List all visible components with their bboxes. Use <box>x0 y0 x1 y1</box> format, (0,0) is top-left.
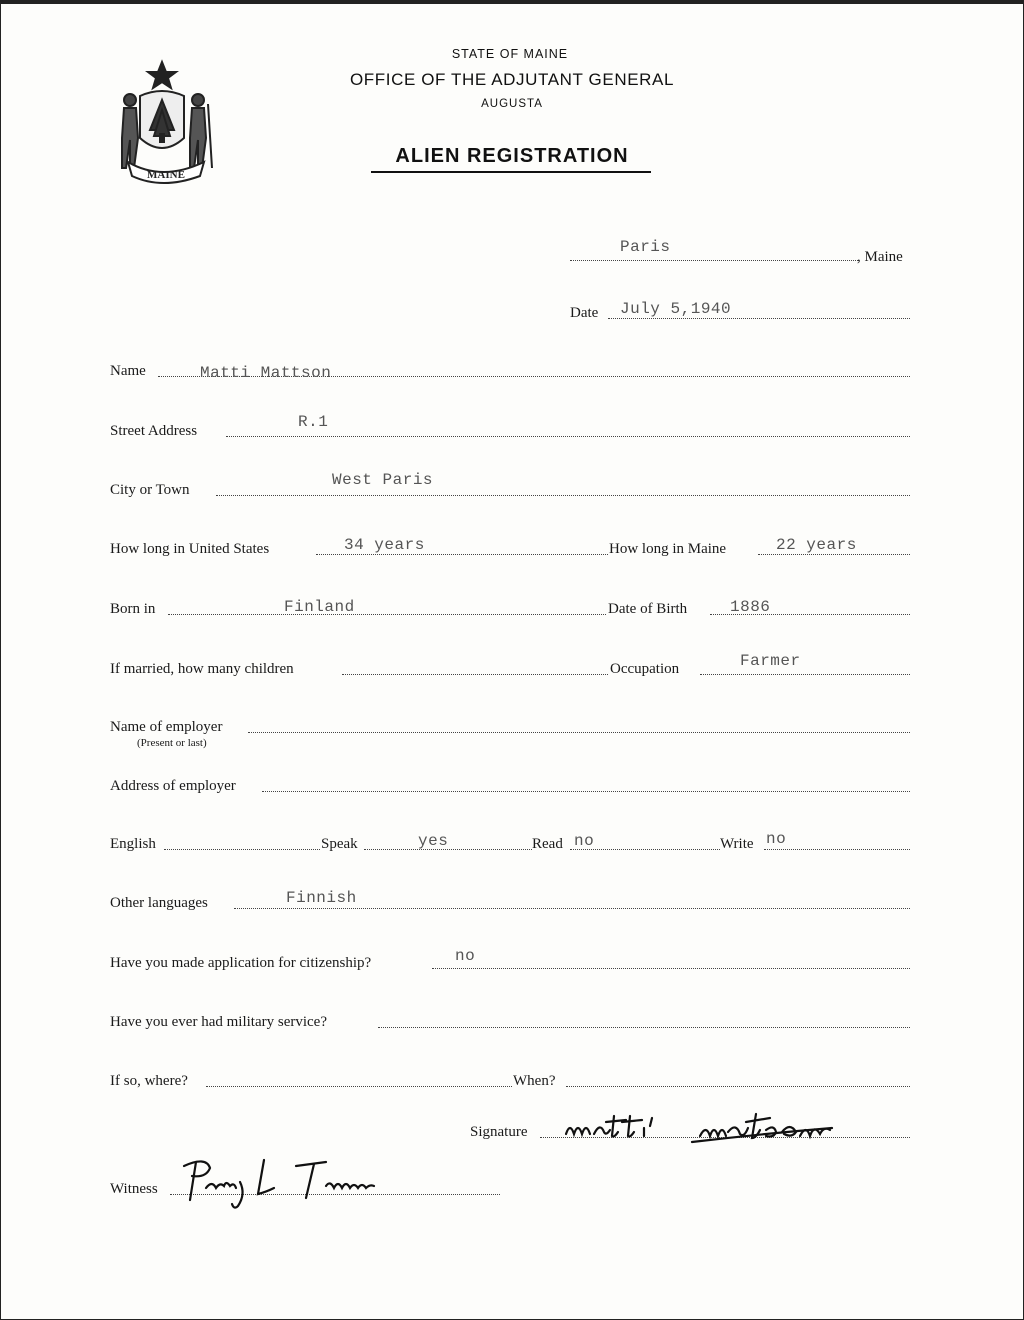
born-in-label: Born in <box>110 601 156 617</box>
english-label: English <box>110 836 156 852</box>
military-label: Have you ever had military service? <box>110 1014 327 1030</box>
witness-handwriting <box>176 1154 396 1210</box>
maine-duration-label: How long in Maine <box>609 541 727 557</box>
header-city: AUGUSTA <box>481 98 543 110</box>
city-label: City or Town <box>110 482 190 498</box>
employer-sublabel: (Present or last) <box>137 737 207 749</box>
form-title: ALIEN REGISTRATION <box>395 145 629 167</box>
place-line <box>570 260 858 261</box>
occupation-value: Farmer <box>740 652 801 670</box>
write-value: no <box>766 830 787 848</box>
dob-label: Date of Birth <box>608 601 688 617</box>
us-duration-line <box>316 554 608 555</box>
maine-duration-line <box>758 554 910 555</box>
title-underline <box>371 171 651 173</box>
dob-value: 1886 <box>730 598 771 616</box>
us-duration-value: 34 years <box>344 536 425 554</box>
employer-line <box>248 732 910 733</box>
other-languages-value: Finnish <box>286 889 357 907</box>
citizenship-value: no <box>455 947 476 965</box>
name-label: Name <box>110 363 146 379</box>
scan-edge <box>0 0 1024 4</box>
occupation-line <box>700 674 910 675</box>
date-line <box>608 318 910 319</box>
date-label: Date <box>570 305 599 321</box>
children-line <box>342 674 608 675</box>
city-value: West Paris <box>332 471 434 489</box>
other-languages-line <box>234 908 910 909</box>
street-line <box>226 436 910 437</box>
read-value: no <box>574 832 595 850</box>
header-state: STATE OF MAINE <box>451 47 569 61</box>
employer-address-label: Address of employer <box>110 778 236 794</box>
city-line <box>216 495 910 496</box>
where-line <box>206 1086 512 1087</box>
born-in-value: Finland <box>284 598 355 616</box>
speak-label: Speak <box>321 836 358 852</box>
military-line <box>378 1027 910 1028</box>
header-office: OFFICE OF THE ADJUTANT GENERAL <box>349 70 675 89</box>
write-line <box>764 849 910 850</box>
read-label: Read <box>532 836 563 852</box>
place-value: Paris <box>620 238 671 256</box>
svg-text:MAINE: MAINE <box>147 169 185 181</box>
when-label: When? <box>513 1073 556 1089</box>
street-value: R.1 <box>298 413 329 431</box>
born-in-line <box>168 614 606 615</box>
witness-label: Witness <box>110 1181 158 1197</box>
citizenship-line <box>432 968 910 969</box>
citizenship-label: Have you made application for citizenship? <box>110 955 372 971</box>
write-label: Write <box>720 836 754 852</box>
where-label: If so, where? <box>110 1073 188 1089</box>
children-label: If married, how many children <box>110 661 294 677</box>
us-duration-label: How long in United States <box>110 541 270 557</box>
employer-address-line <box>262 791 910 792</box>
speak-value: yes <box>418 832 449 850</box>
date-value: July 5,1940 <box>620 300 732 318</box>
english-line <box>164 849 320 850</box>
maine-duration-value: 22 years <box>776 536 857 554</box>
other-languages-label: Other languages <box>110 895 208 911</box>
when-line <box>566 1086 910 1087</box>
place-suffix: , Maine <box>857 249 903 265</box>
employer-label: Name of employer <box>110 719 223 735</box>
occupation-label: Occupation <box>610 661 680 677</box>
name-value: Matti Mattson <box>200 364 332 382</box>
signature-handwriting <box>560 1104 890 1148</box>
street-label: Street Address <box>110 423 198 439</box>
signature-label: Signature <box>470 1124 528 1140</box>
